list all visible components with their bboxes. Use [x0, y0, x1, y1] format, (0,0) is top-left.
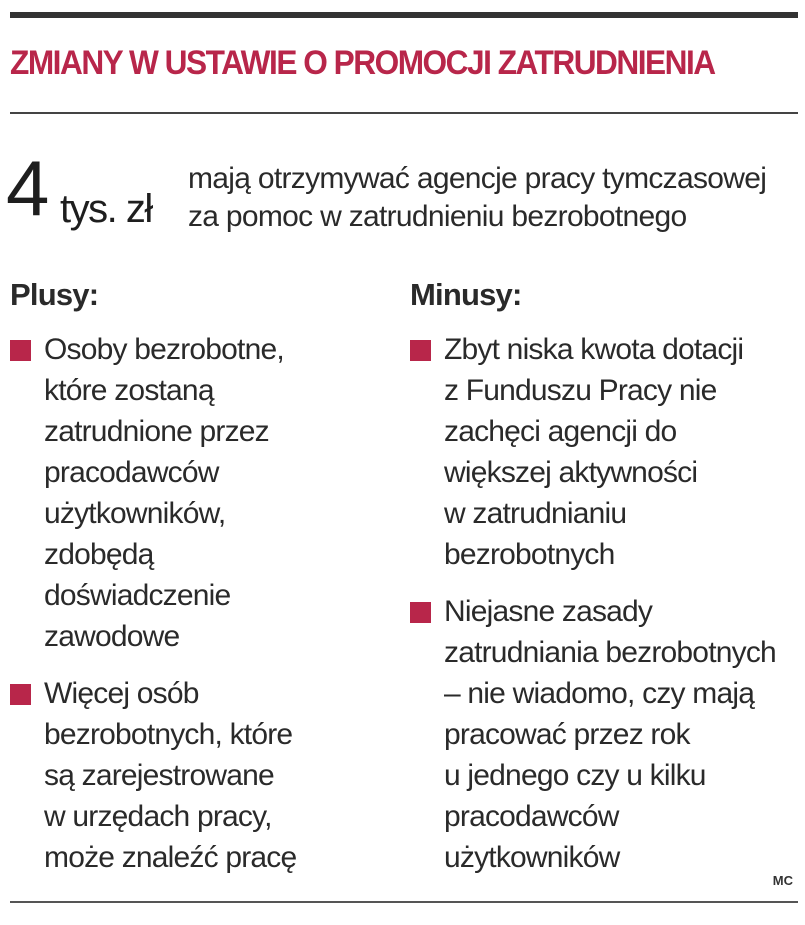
title-divider	[10, 112, 798, 114]
square-bullet-icon	[10, 340, 31, 361]
square-bullet-icon	[410, 340, 431, 361]
stat-description-line: mają otrzymywać agencje pracy tymczasowej	[188, 162, 767, 195]
cons-item	[410, 329, 802, 575]
stat-description	[188, 160, 798, 236]
bottom-rule	[10, 901, 798, 903]
pros-heading: Plusy:	[10, 277, 99, 312]
cons-heading: Minusy:	[410, 277, 522, 312]
pros-item-text: Osoby bezrobotne, które zostaną zatrudnione przez pracodawców użytkowników, zdobędą doświadczenie zawodowe	[44, 333, 284, 653]
top-rule	[10, 12, 798, 18]
square-bullet-icon	[10, 684, 31, 705]
pros-column	[10, 275, 390, 894]
cons-column	[410, 275, 802, 894]
cons-item	[410, 591, 802, 878]
pros-item	[10, 673, 390, 878]
infographic-title: ZMIANY W USTAWIE O PROMOCJI ZATRUDNIENIA	[10, 44, 715, 82]
square-bullet-icon	[410, 602, 431, 623]
cons-item-text: Zbyt niska kwota dotacji z Funduszu Pracy nie zachęci agencji do większej aktywności w zatrudnianiu bezrobotnych	[444, 333, 744, 571]
pros-item	[10, 329, 390, 657]
stat-description-line: za pomoc w zatrudnieniu bezrobotnego	[188, 200, 687, 233]
cons-item-text: Niejasne zasady zatrudniania bezrobotnych – nie wiadomo, czy mają pracować przez rok u jednego czy u kilku pracodawców użytkowników	[444, 595, 776, 874]
author-credit: MC	[772, 873, 793, 888]
stat-number: 4	[6, 144, 48, 232]
stat-unit: tys. zł	[60, 187, 152, 231]
pros-item-text: Więcej osób bezrobotnych, które są zarejestrowane w urzędach pracy, może znaleźć pracę	[44, 677, 297, 874]
